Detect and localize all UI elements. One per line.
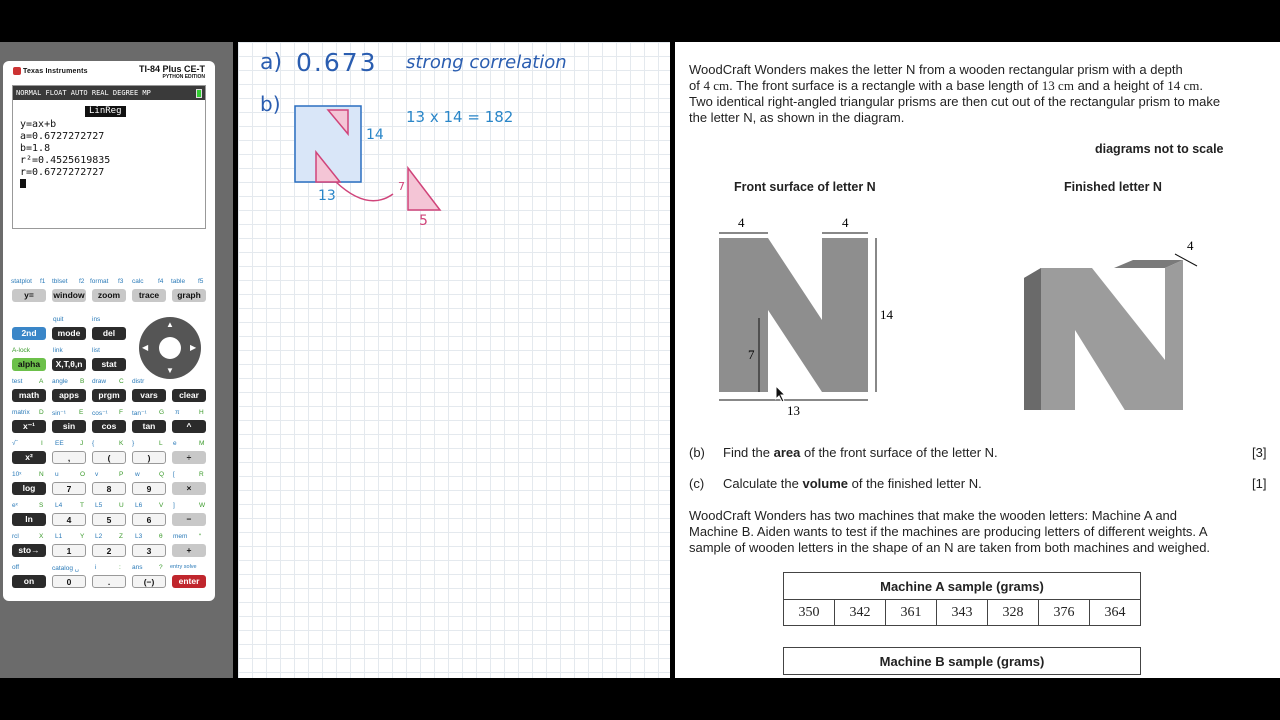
part-a-answer: 0.673 bbox=[296, 48, 378, 77]
finished-letter-diagram bbox=[1015, 210, 1215, 410]
machine-b-title: Machine B sample (grams) bbox=[784, 648, 1141, 675]
screen-line: b=1.8 bbox=[20, 143, 51, 154]
dpad-center bbox=[159, 337, 181, 359]
dim-7-label: 7 bbox=[398, 180, 405, 193]
calculator-panel bbox=[0, 42, 233, 678]
plus-key[interactable]: + bbox=[172, 544, 206, 557]
intro-line-1: WoodCraft Wonders makes the letter N from a wooden rectangular prism with a depth bbox=[689, 62, 1183, 77]
question-c-marks: [1] bbox=[1252, 476, 1267, 491]
cursor bbox=[20, 179, 26, 188]
dim-left-width: 4 bbox=[738, 215, 745, 230]
second-key[interactable]: 2nd bbox=[12, 327, 46, 340]
screen-line: r²=0.4525619835 bbox=[20, 155, 111, 166]
right-arrow-icon[interactable]: ▶ bbox=[190, 343, 197, 352]
table-cell: 343 bbox=[937, 600, 988, 626]
five-key[interactable]: 5 bbox=[92, 513, 126, 526]
question-b-text: Find the area of the front surface of the letter N. bbox=[723, 445, 998, 460]
stat-key[interactable]: stat bbox=[92, 358, 126, 371]
window-key[interactable]: window bbox=[53, 290, 85, 300]
dim-right-width: 4 bbox=[842, 215, 849, 230]
status-bar: NORMAL FLOAT AUTO REAL DEGREE MP bbox=[13, 86, 205, 100]
machine-intro-line-2: Machine B. Aiden wants to test if the machines are producing letters of different weights. A bbox=[689, 524, 1208, 539]
screen-line: a=0.6727272727 bbox=[20, 131, 105, 142]
machine-a-title: Machine A sample (grams) bbox=[784, 573, 1141, 600]
ti-logo-icon bbox=[13, 67, 21, 75]
table-cell: 364 bbox=[1090, 600, 1141, 626]
question-c-text: Calculate the volume of the finished letter N. bbox=[723, 476, 982, 491]
up-arrow-icon[interactable]: ▲ bbox=[166, 320, 174, 329]
two-key[interactable]: 2 bbox=[92, 544, 126, 557]
question-b-label: (b) bbox=[689, 445, 705, 460]
on-key[interactable]: on bbox=[12, 575, 46, 588]
math-key[interactable]: math bbox=[12, 389, 46, 402]
model-name: TI-84 Plus CE-T PYTHON EDITION bbox=[138, 64, 205, 80]
four-key[interactable]: 4 bbox=[52, 513, 86, 526]
eight-key[interactable]: 8 bbox=[92, 482, 126, 495]
part-a-comment: strong correlation bbox=[406, 52, 567, 73]
square-key[interactable]: x² bbox=[12, 451, 46, 464]
ti84-calculator: Texas Instruments TI-84 Plus CE-T PYTHON EDITION NORMAL FLOAT AUTO REAL DEGREE MP LinReg y=ax+b a=0.6727272727 b=1.8 r²=0.4525619835 r=0.6727272727 statplot f1 tblset f2 format f3 calc f4 table f5 y= window zoom trace graph quit ins 2nd mode del A-lock link list alpha X,T,θ,n stat ▲ ▼ ◀ ▶ test A angle B draw C distr math apps prgm vars clear matrix D sin⁻¹ E cos⁻¹ F tan⁻¹ G π H x⁻¹ sin cos tan ^ √‾ I EE J { K } L e M x² , ( ) ÷ 10ˣ N u O v P w Q [ R log 7 8 9 × eˣ S L4 T L5 U L6 V ] W ln 4 5 6 − rcl X L1 Y L2 Z L3 θ mem “ sto→ 1 2 3 + off catalog ␣ i : ans ? entry solve on 0 . (−) enter bbox=[3, 61, 215, 601]
comma-key[interactable]: , bbox=[52, 451, 86, 464]
table-cell: 376 bbox=[1039, 600, 1090, 626]
mode-key[interactable]: mode bbox=[52, 327, 86, 340]
vars-key[interactable]: vars bbox=[132, 389, 166, 402]
machine-b-table bbox=[783, 647, 1141, 675]
video-frame bbox=[0, 42, 1280, 678]
letter-n-shape bbox=[719, 238, 868, 392]
table-cell: 350 bbox=[784, 600, 835, 626]
calculator-screen bbox=[12, 85, 206, 229]
graph-key[interactable]: graph bbox=[172, 289, 206, 302]
screen-line: y=ax+b bbox=[20, 119, 57, 130]
finished-letter-title: Finished letter N bbox=[1064, 180, 1162, 194]
table-cell: 342 bbox=[835, 600, 886, 626]
left-arrow-icon[interactable]: ◀ bbox=[142, 343, 149, 352]
menu-title: LinReg bbox=[85, 106, 126, 117]
question-c-label: (c) bbox=[689, 476, 705, 491]
store-key[interactable]: sto→ bbox=[12, 544, 46, 557]
left-paren-key[interactable]: ( bbox=[92, 451, 126, 464]
del-key[interactable]: del bbox=[92, 327, 126, 340]
xt-theta-n-key[interactable]: X,T,θ,n bbox=[52, 358, 86, 371]
negative-key[interactable]: (−) bbox=[132, 575, 166, 588]
combined-triangle bbox=[408, 168, 440, 210]
table-cell: 361 bbox=[886, 600, 937, 626]
dim-14-label: 14 bbox=[366, 127, 384, 143]
machine-a-table bbox=[783, 572, 1141, 626]
intro-line-2: of 4 cm. The front surface is a rectangle with a base length of 13 cm and a height of 14 cm. bbox=[689, 78, 1203, 93]
intro-line-3: Two identical right-angled triangular prisms are then cut out of the rectangular prism to make bbox=[689, 94, 1221, 109]
area-calculation: 13 x 14 = 182 bbox=[406, 108, 514, 126]
front-surface-title: Front surface of letter N bbox=[734, 180, 876, 194]
brand: Texas Instruments bbox=[13, 67, 88, 75]
screen-output bbox=[20, 119, 110, 192]
decimal-key[interactable]: . bbox=[92, 575, 126, 588]
machine-intro-line-1: WoodCraft Wonders has two machines that make the wooden letters: Machine A and bbox=[689, 508, 1178, 523]
enter-key[interactable]: enter bbox=[172, 575, 206, 588]
trace-key[interactable]: trace bbox=[132, 289, 166, 302]
part-b-label: b) bbox=[260, 92, 281, 116]
not-to-scale-note: diagrams not to scale bbox=[1095, 142, 1224, 156]
question-b-marks: [3] bbox=[1252, 445, 1267, 460]
notes-canvas[interactable] bbox=[238, 42, 670, 678]
table-cell: 328 bbox=[988, 600, 1039, 626]
cos-key[interactable]: cos bbox=[92, 420, 126, 433]
move-arrow bbox=[336, 182, 393, 201]
side-face bbox=[1024, 268, 1041, 410]
front-face bbox=[1041, 260, 1183, 410]
y-equals-key[interactable]: y= bbox=[12, 289, 46, 302]
inverse-key[interactable]: x⁻¹ bbox=[12, 420, 46, 433]
dim-5-label: 5 bbox=[419, 213, 428, 229]
ln-key[interactable]: ln bbox=[12, 513, 46, 526]
machine-intro-line-3: sample of wooden letters in the shape of an N are taken from both machines and weighed. bbox=[689, 540, 1211, 555]
log-key[interactable]: log bbox=[12, 482, 46, 495]
dim-height: 14 bbox=[880, 307, 893, 322]
times-key[interactable]: × bbox=[172, 482, 206, 495]
battery-icon bbox=[196, 89, 202, 98]
dim-inner: 7 bbox=[748, 347, 755, 362]
three-key[interactable]: 3 bbox=[132, 544, 166, 557]
clear-key[interactable]: clear bbox=[172, 389, 206, 402]
intro-line-4: the letter N, as shown in the diagram. bbox=[689, 110, 905, 125]
screen-line: r=0.6727272727 bbox=[20, 167, 105, 178]
down-arrow-icon[interactable]: ▼ bbox=[166, 366, 174, 375]
front-surface-diagram bbox=[710, 210, 900, 422]
sin-key[interactable]: sin bbox=[52, 420, 86, 433]
arrow-pad[interactable] bbox=[139, 317, 201, 379]
dim-13-label: 13 bbox=[318, 188, 336, 204]
dim-base: 13 bbox=[787, 403, 800, 418]
minus-key[interactable]: − bbox=[172, 513, 206, 526]
apps-key[interactable]: apps bbox=[52, 389, 86, 402]
prgm-key[interactable]: prgm bbox=[92, 389, 126, 402]
zoom-key[interactable]: zoom bbox=[92, 289, 126, 302]
nine-key[interactable]: 9 bbox=[132, 482, 166, 495]
right-paren-key[interactable]: ) bbox=[132, 451, 166, 464]
seven-key[interactable]: 7 bbox=[52, 482, 86, 495]
zero-key[interactable]: 0 bbox=[52, 575, 86, 588]
part-a-label: a) bbox=[260, 50, 283, 75]
exam-document bbox=[675, 42, 1280, 678]
alpha-key[interactable]: alpha bbox=[12, 358, 46, 371]
depth-label: 4 bbox=[1187, 238, 1194, 253]
six-key[interactable]: 6 bbox=[132, 513, 166, 526]
mouse-cursor-icon bbox=[775, 385, 787, 403]
divide-key[interactable]: ÷ bbox=[172, 451, 206, 464]
caret-key[interactable]: ^ bbox=[172, 420, 206, 433]
tan-key[interactable]: tan bbox=[132, 420, 166, 433]
one-key[interactable]: 1 bbox=[52, 544, 86, 557]
